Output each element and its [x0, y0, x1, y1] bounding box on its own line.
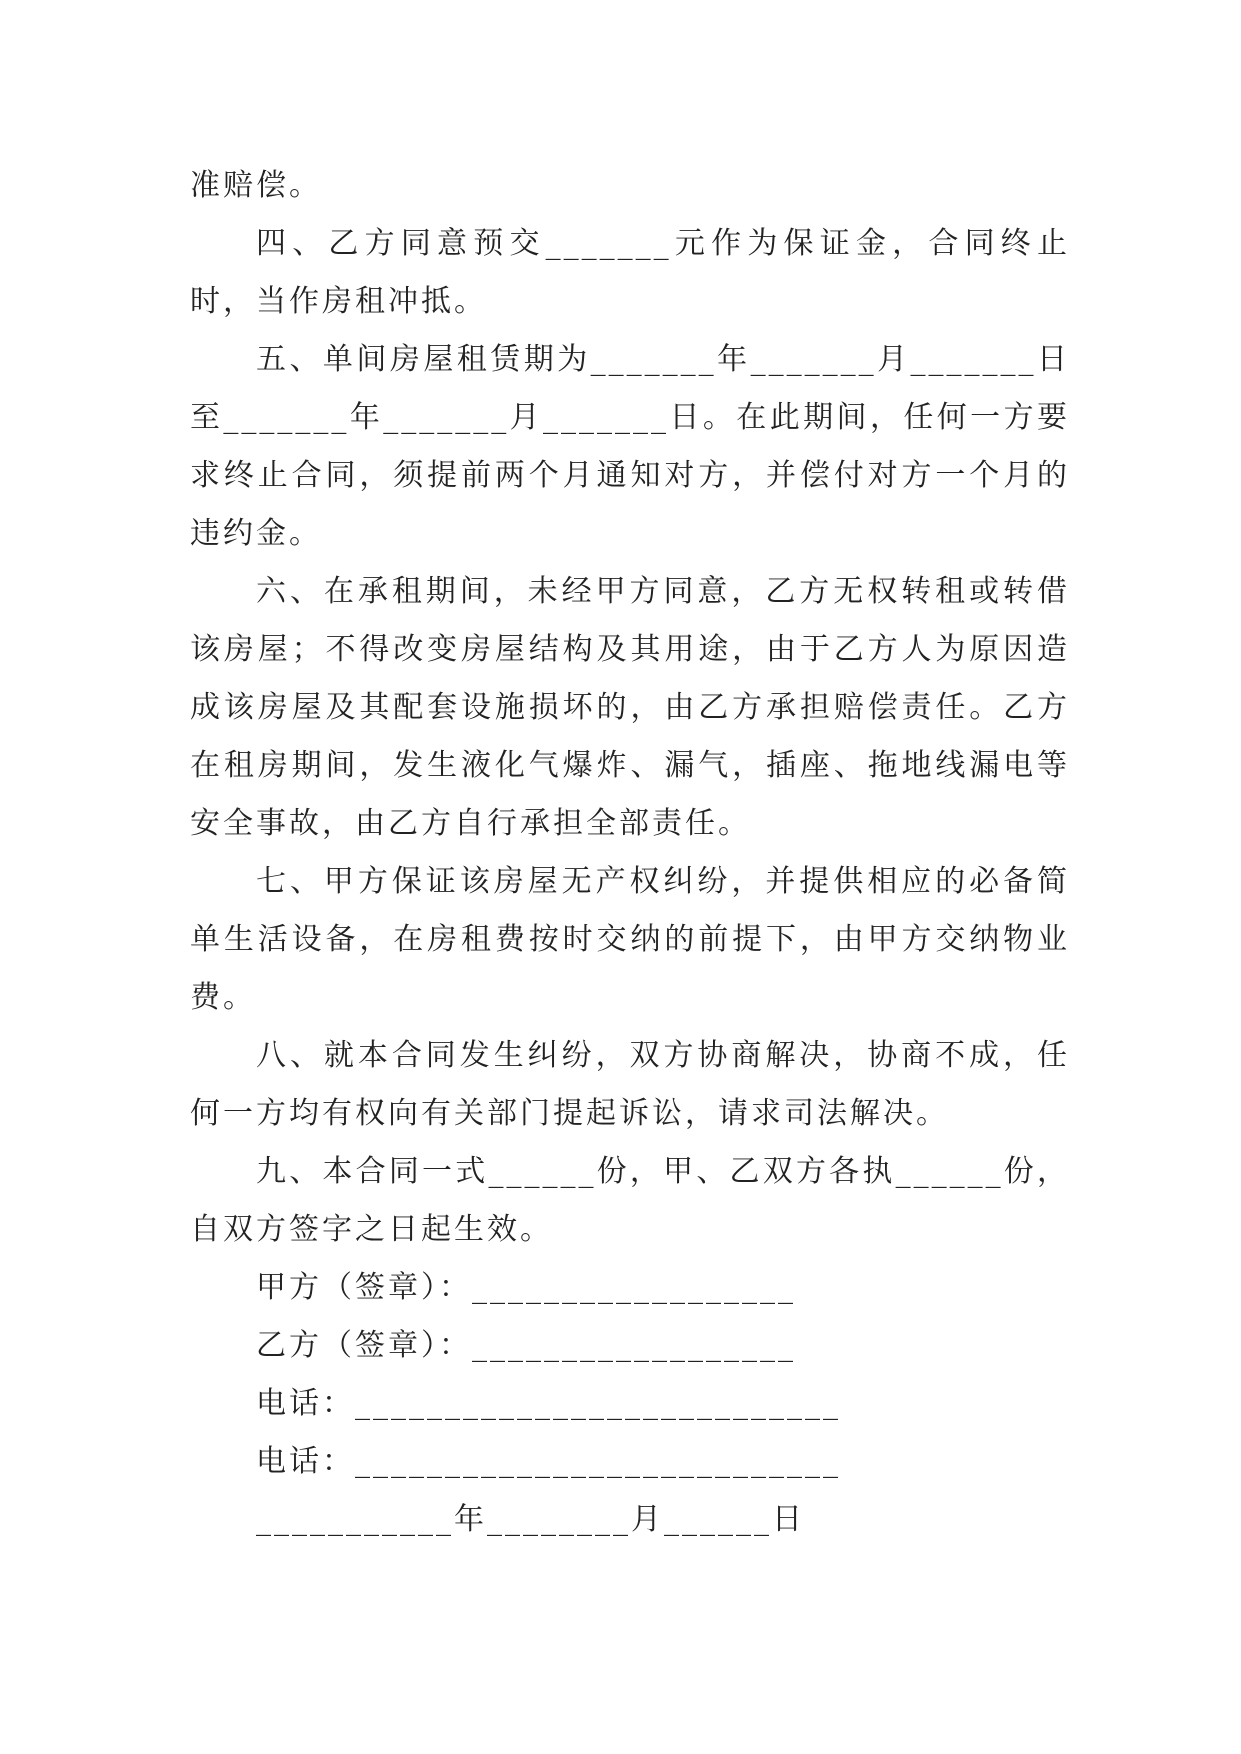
clause-5-lease-term: 五、单间房屋租赁期为_______年_______月_______日至_______年_______月_______日。在此期间，任何一方要求终止合同，须提前两个月通知对方，并偿付对方一个月的违约金。 [190, 342, 1070, 551]
clause-8-dispute-resolution: 八、就本合同发生纠纷，双方协商解决，协商不成，任何一方均有权向有关部门提起诉讼，请求司法解决。 [190, 1038, 1070, 1131]
clause-6-sublease-and-liability: 六、在承租期间，未经甲方同意，乙方无权转租或转借该房屋；不得改变房屋结构及其用途，由于乙方人为原因造成该房屋及其配套设施损坏的，由乙方承担赔偿责任。乙方在租房期间，发生液化气爆炸、漏气，插座、拖地线漏电等安全事故，由乙方自行承担全部责任。 [190, 574, 1070, 841]
paragraph-continuation: 准赔偿。 [190, 168, 322, 203]
party-b-signature-line: 乙方（签章）：__________________ [256, 1328, 796, 1363]
date-line: ___________年________月______日 [256, 1502, 805, 1537]
clause-7-landlord-guarantee: 七、甲方保证该房屋无产权纠纷，并提供相应的必备简单生活设备，在房租费按时交纳的前提下，由甲方交纳物业费。 [190, 864, 1070, 1015]
clause-4-deposit: 四、乙方同意预交_______元作为保证金，合同终止时，当作房租冲抵。 [190, 226, 1070, 319]
signature-block [190, 1259, 1070, 1549]
phone-line-2: 电话：___________________________ [256, 1444, 841, 1479]
clause-9-copies-and-effect: 九、本合同一式______份，甲、乙双方各执______份，自双方签字之日起生效。 [190, 1154, 1070, 1247]
contract-body [190, 157, 1070, 1549]
party-a-signature-line: 甲方（签章）：__________________ [256, 1270, 796, 1305]
phone-line-1: 电话：___________________________ [256, 1386, 841, 1421]
